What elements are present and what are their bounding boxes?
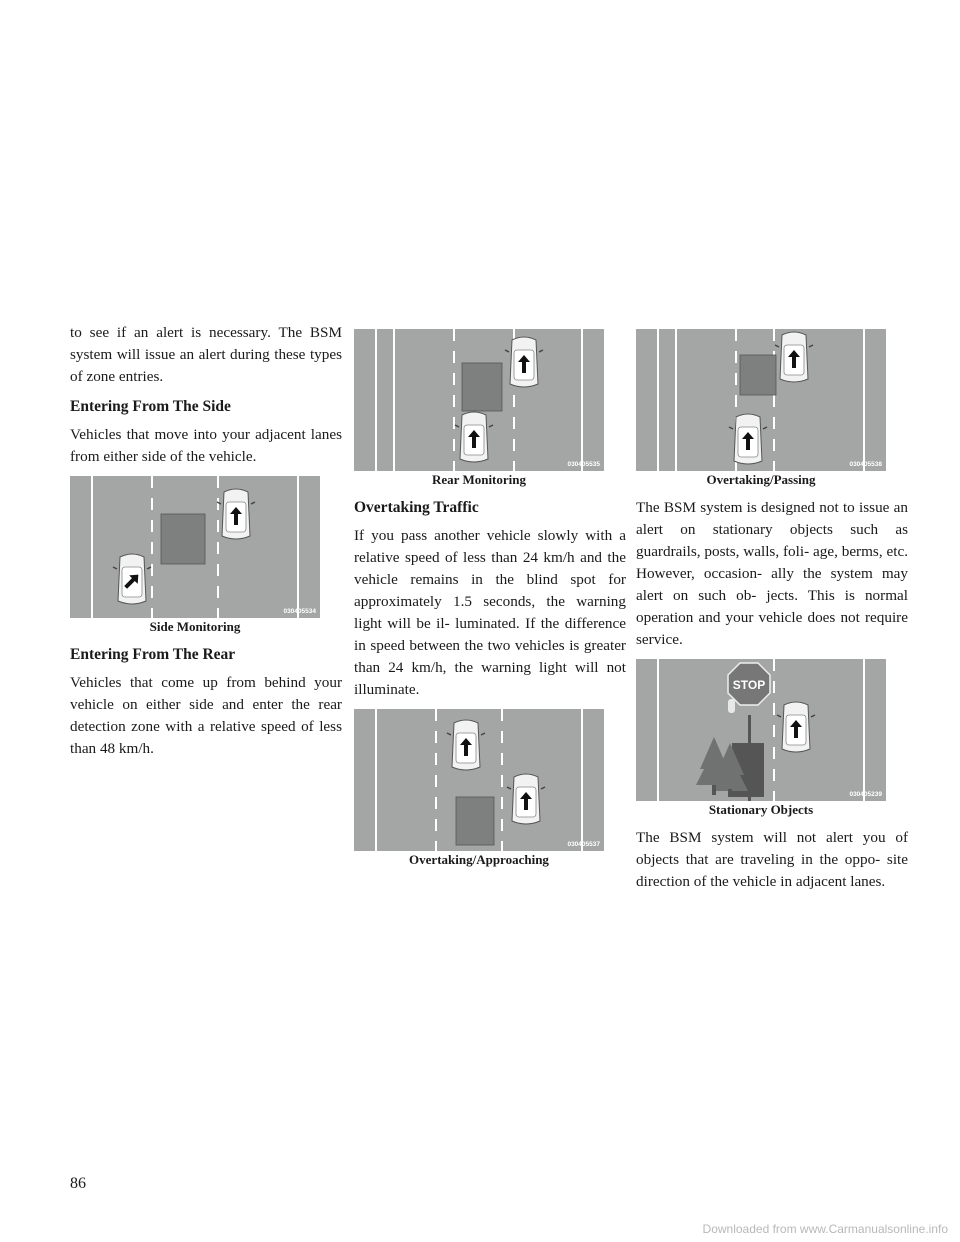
caption-rear-monitoring: Rear Monitoring — [432, 472, 526, 487]
paragraph-entering-rear: Vehicles that come up from behind your vehicle on either side and enter the rear detection zone with a relative speed of less than 48 km/h. — [70, 674, 342, 757]
paragraph-stationary-objects: The BSM system is designed not to issue an alert on stationary objects such as guardrails, posts, walls, foli- age, berms, etc. However, occasion- ally the system may alert on such ob- jects. This is normal operation and your vehicle does not require service. — [636, 499, 908, 648]
figure-overtaking-passing — [636, 329, 886, 471]
figure-code: 030405534 — [283, 608, 316, 615]
caption-stationary-objects: Stationary Objects — [708, 802, 814, 817]
side-monitoring-illustration — [70, 476, 320, 618]
intro-paragraph: to see if an alert is necessary. The BSM system will issue an alert during these types of zone entries. — [70, 324, 342, 385]
page-number: 86 — [70, 1175, 86, 1192]
figure-code: 030405239 — [849, 791, 882, 798]
figure-side-monitoring — [70, 476, 320, 618]
figure-code: 030405537 — [567, 841, 600, 848]
column-middle — [354, 322, 626, 877]
column-right — [636, 322, 908, 901]
heading-overtaking-traffic: Overtaking Traffic — [354, 499, 479, 516]
stationary-objects-illustration — [636, 659, 886, 801]
figure-overtaking-approaching — [354, 709, 604, 851]
heading-entering-side: Entering From The Side — [70, 398, 231, 415]
footer-watermark: Downloaded from www.Carmanualsonline.info — [702, 1222, 948, 1236]
figure-code: 030405538 — [849, 461, 882, 468]
paragraph-entering-side: Vehicles that move into your adjacent lanes from either side of the vehicle. — [70, 426, 342, 465]
caption-overtaking-passing: Overtaking/Passing — [706, 472, 816, 487]
stop-sign-text: STOP — [732, 678, 766, 692]
overtaking-passing-illustration — [636, 329, 886, 471]
rear-monitoring-illustration — [354, 329, 604, 471]
figure-rear-monitoring — [354, 329, 604, 471]
figure-stationary-objects — [636, 659, 886, 801]
column-left — [70, 322, 342, 768]
caption-side-monitoring: Side Monitoring — [149, 619, 241, 634]
paragraph-overtaking-traffic: If you pass another vehicle slowly with a relative speed of less than 24 km/h and the vehicle remains in the blind spot for approximately 1.5 seconds, the warning light will be il- luminated. If the difference in speed between the two vehicles is greater than 24 km/h, the warning light will not illuminate. — [354, 527, 626, 698]
heading-entering-rear: Entering From The Rear — [70, 646, 236, 663]
figure-code: 030405535 — [567, 461, 600, 468]
caption-overtaking-approaching: Overtaking/Approaching — [409, 852, 549, 867]
overtaking-approaching-illustration — [354, 709, 604, 851]
paragraph-opposite-direction: The BSM system will not alert you of objects that are traveling in the oppo- site direction of the vehicle in adjacent lanes. — [636, 829, 908, 890]
